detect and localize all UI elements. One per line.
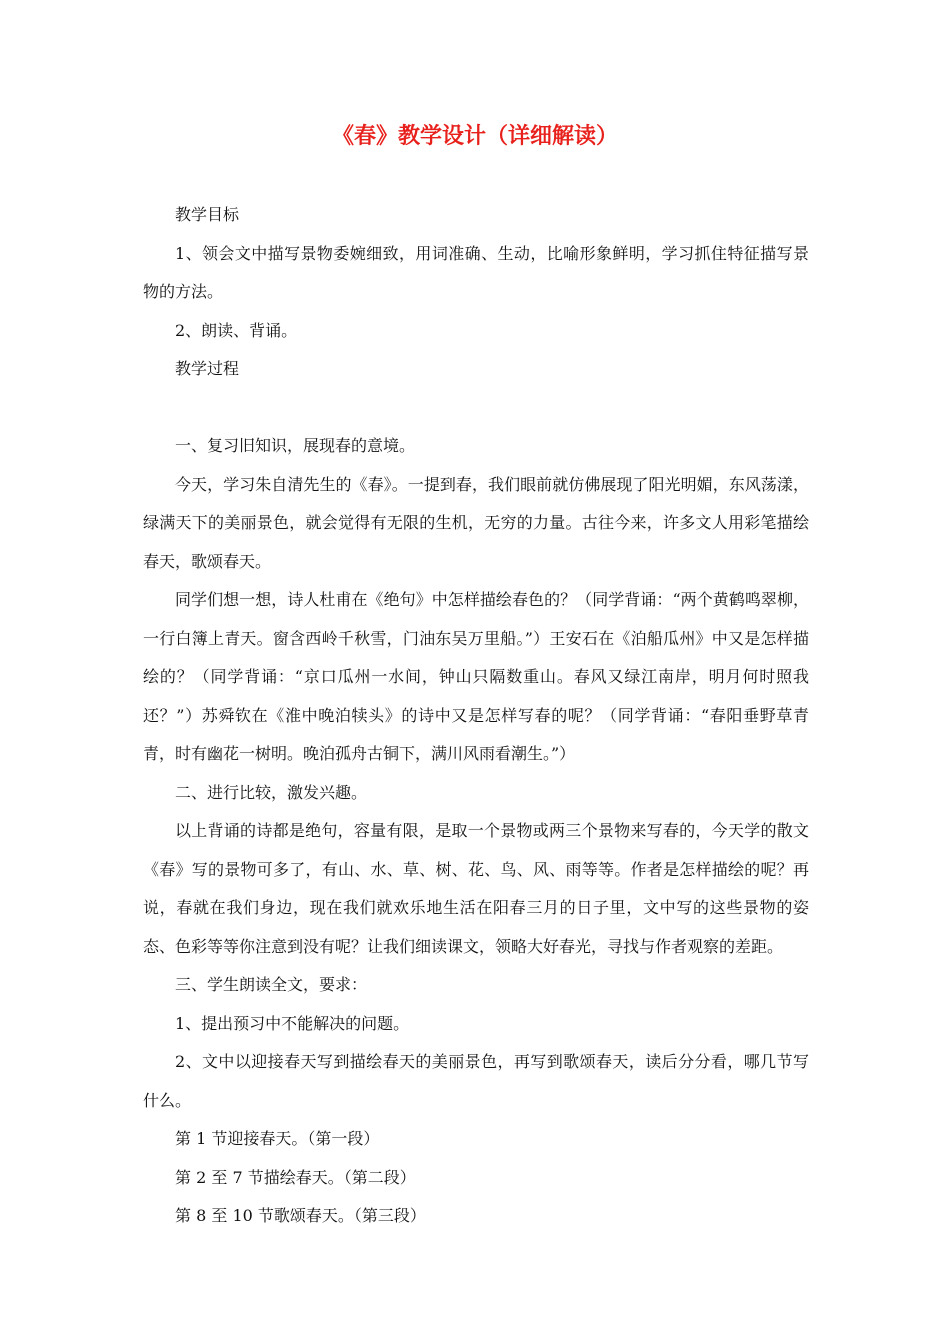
document-title: 《春》教学设计（详细解读） — [331, 124, 618, 149]
section-3-heading: 三、学生朗读全文，要求： — [175, 975, 368, 994]
section-list-item: 第 1 节迎接春天。（第一段） — [175, 1129, 380, 1148]
goal-1-paragraph: 1、领会文中描写景物委婉细致，用词准确、生动，比喻形象鲜明，学习抓住特征描写景物的方法。 — [143, 243, 809, 301]
requirement-2-paragraph: 2、文中以迎接春天写到描绘春天的美丽景色，再写到歌颂春天，读后分分看，哪几节写什么。 — [143, 1052, 809, 1110]
section-list-item: 第 8 至 10 节歌颂春天。（第三段） — [175, 1206, 426, 1225]
heading-teaching-process: 教学过程 — [175, 359, 240, 378]
document-body — [143, 196, 809, 1236]
section-1-heading: 一、复习旧知识，展现春的意境。 — [175, 436, 416, 455]
poems-paragraph: 同学们想一想，诗人杜甫在《绝句》中怎样描绘春色的？（同学背诵：“两个黄鹤鸣翠柳，一行白簿上青天。窗含西岭千秋雪，门油东吴万里船。”）王安石在《泊船瓜州》中又是怎样描绘的？（同学背诵：“京口瓜州一水间，钟山只隔数重山。春风又绿江南岸，明月何时照我还？”）苏舜钦在《淮中晚泊犊头》的诗中又是怎样写春的呢？（同学背诵：“春阳垂野草青青，时有幽花一树明。晚泊孤舟古铜下，满川风雨看潮生。”） — [143, 590, 809, 763]
comparison-paragraph: 以上背诵的诗都是绝句，容量有限，是取一个景物或两三个景物来写春的，今天学的散文《春》写的景物可多了，有山、水、草、树、花、鸟、风、雨等等。作者是怎样描绘的呢？再说，春就在我们身边，现在我们就欢乐地生活在阳春三月的日子里，文中写的这些景物的姿态、色彩等等你注意到没有呢？让我们细读课文，领略大好春光，寻找与作者观察的差距。 — [143, 821, 809, 956]
intro-paragraph: 今天，学习朱自清先生的《春》。一提到春，我们眼前就仿佛展现了阳光明媚，东风荡漾，绿满天下的美丽景色，就会觉得有无限的生机，无穷的力量。古往今来，许多文人用彩笔描绘春天，歌颂春天。 — [143, 474, 809, 571]
section-list-item: 第 2 至 7 节描绘春天。（第二段） — [175, 1167, 416, 1187]
goal-2-paragraph: 2、朗读、背诵。 — [175, 320, 298, 340]
requirement-1-paragraph: 1、提出预习中不能解决的问题。 — [175, 1013, 410, 1033]
blank-line — [143, 389, 809, 428]
section-2-heading: 二、进行比较，激发兴趣。 — [175, 782, 368, 802]
heading-teaching-goals: 教学目标 — [175, 205, 240, 224]
